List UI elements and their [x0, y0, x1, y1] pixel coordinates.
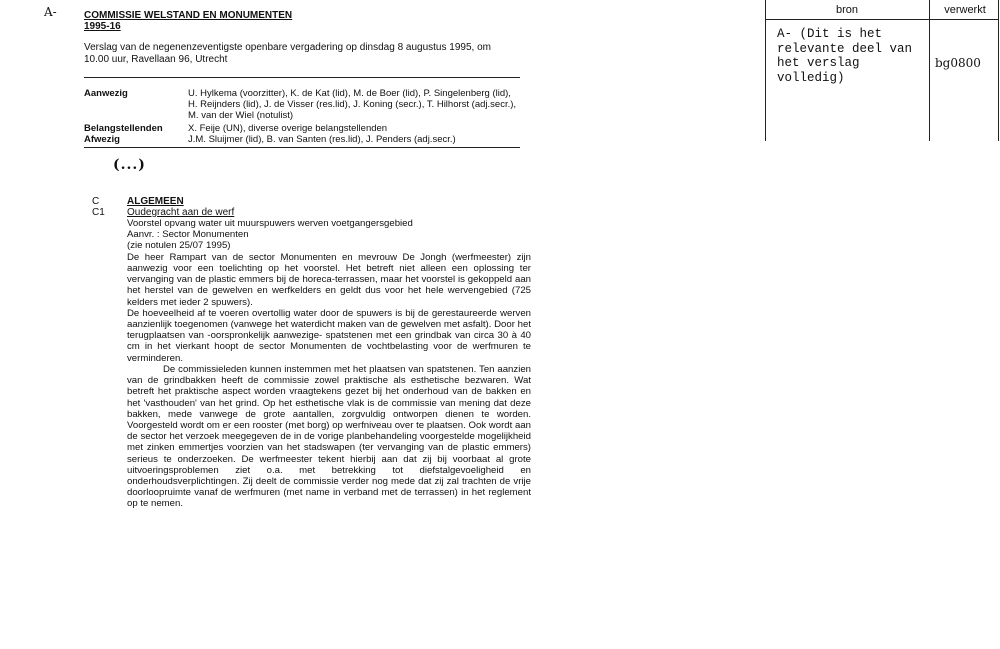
minutes-body [127, 218, 531, 510]
applicant-line: Aanvr. : Sector Monumenten [127, 229, 249, 241]
subsection-code: C1 [92, 207, 105, 218]
section-code: C [92, 196, 100, 207]
attendance-value-absent: J.M. Sluijmer (lid), B. van Santen (res.lid), J. Penders (adj.secr.) [188, 134, 456, 145]
attendance-value-interested: X. Feije (UN), diverse overige belangstellenden [188, 123, 388, 134]
section-title: ALGEMEEN [127, 196, 184, 207]
box-column-divider [929, 0, 930, 141]
report-intro: Verslag van de negenenzeventigste openbare vergadering op dinsdag 8 augustus 1995, om 10.00 uur, Ravellaan 96, Utrecht [84, 42, 491, 65]
box-header-divider [765, 19, 999, 20]
page-letter: A- [44, 5, 57, 19]
commission-title: COMMISSIE WELSTAND EN MONUMENTEN [84, 10, 293, 21]
processed-code: bg0800 [935, 56, 981, 70]
header-divider [84, 77, 520, 78]
paragraph: De heer Rampart van de sector Monumenten en mevrouw De Jongh (werfmeester) zijn aanwezig voor een toelichting op het voorstel. Het betreft niet alleen een oplossing ter vervanging van de plastic emmers bij de horeca-terrassen, maar het voorstel is gekoppeld aan het herstel van de gewelven en werfkelders en geldt dus voor het hele wervengebied (725 kelders met ieder 2 spuwers). [127, 251, 531, 308]
box-right-border [998, 0, 999, 141]
omission-mark: (...) [113, 157, 146, 173]
attendance-label-present: Aanwezig [84, 88, 128, 99]
column-header-processed: verwerkt [944, 4, 986, 16]
column-header-source: bron [835, 4, 859, 16]
paragraph: De hoeveelheid af te voeren overtollig water door de spuwers is bij de gerestaureerde werven aanzienlijk toegenomen (vanwege het waterdicht maken van de gewelven met asfalt). Door het terugplaatsen van -oorspronkelijk aanwezige- spatstenen met een grindbak van circa 30 à 40 cm in het vierkant hoopt de sector Monumenten de vochtbelasting voor de werfmuren te verminderen. [127, 307, 531, 364]
proposal-line: Voorstel opvang water uit muurspuwers werven voetgangersgebied [127, 218, 413, 229]
attendance-value-present: U. Hylkema (voorzitter), K. de Kat (lid), M. de Boer (lid), P. Singelenberg (lid), H. Reijnders (lid), J. de Visser (res.lid), J. Koning (secr.), T. Hilhorst (adj.secr.), M. van der Wiel (notulist) [188, 88, 517, 122]
attendance-label-interested: Belangstellenden [84, 123, 163, 134]
commission-year: 1995-16 [84, 21, 121, 32]
source-note: A- (Dit is het relevante deel van het verslag volledig) [777, 27, 913, 85]
subsection-title: Oudegracht aan de werf [127, 207, 235, 218]
attendance-label-absent: Afwezig [84, 134, 120, 145]
paragraph: De commissieleden kunnen instemmen met het plaatsen van spatstenen. Ten aanzien van de grindbakken heeft de commissie zowel praktische als esthetische bezwaren. Wat betreft het praktische aspect worden vraagtekens gezet bij het onderhoud van de bakken en het 'vasthouden' van het grind. Op het esthetische vlak is de commissie van mening dat deze bakken, mede vanwege de grote aantallen, zorgvuldig ontworpen dienen te worden. Voorgesteld wordt om er een rooster (met borg) op werfniveau over te plaatsen. Ook wordt aan de sector het verzoek meegegeven de in de vorige planbehandeling voorgestelde mogelijkheid met zinken emmertjes voorzien van het stadswapen (ter vervanging van de plastic emmers) serieus te onderzoeken. De werfmeester tekent hierbij aan dat zij bij voorbaat al grote uitvoeringsproblemen ziet o.a. met betrekking tot diefstalgevoeligheid en onderhoudsverplichtingen. Zij deelt de commissie verder nog mede dat zij zal trachten de vrije doorloopruimte vanaf de werfmuren (met name in verband met de terrassen) in het reglement op te nemen. [127, 363, 531, 510]
attendance-divider [84, 147, 520, 148]
box-left-border [765, 0, 766, 141]
reference-line: (zie notulen 25/07 1995) [127, 240, 231, 252]
